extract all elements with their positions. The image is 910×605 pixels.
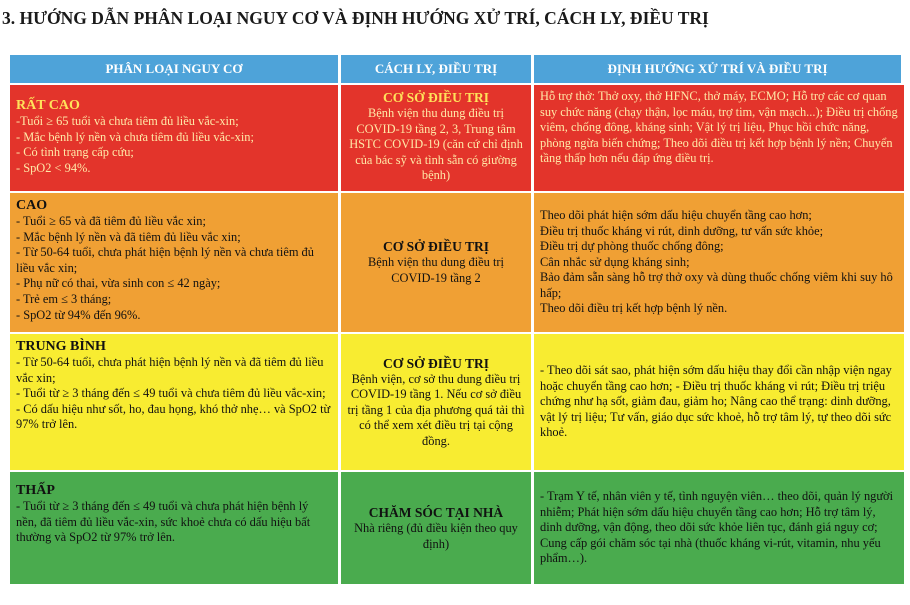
facility-text: Bệnh viện thu dung điều trị COVID-19 tầng 2, 3, Trung tâm HSTC COVID-19 (căn cứ chỉ định của bác sỹ và tình sẵn có giường bệnh) <box>349 106 523 183</box>
criteria-line: - Có tình trạng cấp cứu; <box>16 145 134 160</box>
header-isolation-treatment: CÁCH LY, ĐIỀU TRỊ <box>341 55 534 83</box>
page-title: 3. HƯỚNG DẪN PHÂN LOẠI NGUY CƠ VÀ ĐỊNH HƯỚNG XỬ TRÍ, CÁCH LY, ĐIỀU TRỊ <box>2 8 709 28</box>
treatment-line: Điều trị dự phòng thuốc chống đông; <box>540 239 724 254</box>
treatment-line: Theo dõi phát hiện sớm dấu hiệu chuyển tầng cao hơn; <box>540 207 812 222</box>
facility-text: Nhà riêng (đủ điều kiện theo quy định) <box>354 520 518 551</box>
facility-very-high <box>341 85 534 191</box>
criteria-high <box>10 193 341 332</box>
treatment-high <box>534 193 904 332</box>
criteria-low <box>10 472 341 584</box>
level-title: TRUNG BÌNH <box>16 339 106 354</box>
treatment-medium <box>534 334 904 470</box>
facility-medium <box>341 334 534 470</box>
criteria-line: - SpO2 từ 94% đến 96%. <box>16 307 141 322</box>
criteria-line: - Có dấu hiệu như sốt, ho, đau họng, khó thở nhẹ… và SpO2 từ 97% trở lên. <box>16 401 331 432</box>
criteria-line: - Mắc bệnh lý nền và đã tiêm đủ liều vắc xin; <box>16 229 241 244</box>
facility-title: CƠ SỞ ĐIỀU TRỊ <box>383 239 489 255</box>
treatment-very-high: Hỗ trợ thở: Thở oxy, thở HFNC, thở máy, ECMO; Hỗ trợ các cơ quan suy chức năng (chạy thận, lọc máu, trợ tim, vận mạch...); Điều trị chống viêm, chống đông, kháng sinh; Vật lý trị liệu, Phục hồi chức năng, phòng ngừa biến chứng; Theo dõi điều trị kết hợp bệnh lý nền; Chuyển tầng thấp hơn nếu đáp ứng điều trị. <box>534 85 904 191</box>
facility-low <box>341 472 534 584</box>
facility-title: CƠ SỞ ĐIỀU TRỊ <box>383 355 489 371</box>
treatment-line: Điều trị thuốc kháng vi rút, dinh dưỡng, tư vấn sức khỏe; <box>540 223 824 238</box>
facility-text: Bệnh viện, cơ sở thu dung điều trị COVID-19 tầng 1. Nếu cơ sở điều trị tầng 1 của địa phương quá tải thì có thể xem xét điều trị tại cộng đồng. <box>347 371 525 448</box>
level-title: CAO <box>16 198 48 213</box>
criteria-line: - Từ 50-64 tuổi, chưa phát hiện bệnh lý nền và chưa tiêm đủ liều vắc xin; <box>16 245 314 275</box>
criteria-line: - Tuổi từ ≥ 3 tháng đến ≤ 49 tuổi và chưa tiêm đủ liều vắc-xin; <box>16 386 326 401</box>
criteria-line: - Tuổi từ ≥ 3 tháng đến ≤ 49 tuổi và chưa phát hiện bệnh lý nền, đã tiêm đủ liều vắc-xin, sức khoẻ chưa có dấu hiệu bất thường và SpO2 từ 97% trở lên. <box>16 499 311 545</box>
treatment-low <box>534 472 904 584</box>
criteria-line: - Trẻ em ≤ 3 tháng; <box>16 291 112 306</box>
header-risk-classification: PHÂN LOẠI NGUY CƠ <box>10 55 341 83</box>
treatment-line: Theo dõi điều trị kết hợp bệnh lý nền. <box>540 301 728 316</box>
facility-text: Bệnh viện thu dung điều trị COVID-19 tầng 2 <box>368 255 504 285</box>
criteria-line: - Từ 50-64 tuổi, chưa phát hiện bệnh lý nền và đã tiêm đủ liều vắc xin; <box>16 355 324 385</box>
criteria-line: - Mắc bệnh lý nền và chưa tiêm đủ liều vắc-xin; <box>16 129 254 144</box>
facility-title: CƠ SỞ ĐIỀU TRỊ <box>383 90 489 105</box>
criteria-very-high <box>10 85 341 191</box>
facility-title: CHĂM SÓC TẠI NHÀ <box>368 504 504 520</box>
level-title: RẤT CAO <box>16 98 80 113</box>
criteria-line: - Phụ nữ có thai, vừa sinh con ≤ 42 ngày; <box>16 276 221 291</box>
criteria-medium <box>10 334 341 470</box>
criteria-line: -Tuổi ≥ 65 tuổi và chưa tiêm đủ liều vắc-xin; <box>16 114 239 128</box>
treatment-text: - Theo dõi sát sao, phát hiện sớm dấu hiệu thay đổi cần nhập viện ngay hoặc chuyển tầng cao hơn; - Điều trị thuốc kháng vi rút; Điều trị triệu chứng như hạ sốt, giảm đau, giảm ho; Nâng cao thể trạng: dinh dưỡng, vật lý trị liệu; Tư vấn, giáo dục sức khoẻ, hỗ trợ tâm lý, tự theo dõi sức khoẻ. <box>540 363 892 440</box>
treatment-text: - Trạm Y tế, nhân viên y tế, tình nguyện viên… theo dõi, quản lý người nhiễm; Phát hiện sớm dấu hiệu chuyển tầng cao hơn; Hỗ trợ tâm lý, dinh dưỡng, vận động, theo dõi sức khỏe liên tục, đánh giá nguy cơ; Cung cấp gói chăm sóc tại nhà (thuốc kháng vi-rút, vitamin, nhu yếu phẩm…). <box>540 489 894 566</box>
risk-table <box>10 55 904 584</box>
treatment-line: Bảo đảm sẵn sàng hỗ trợ thở oxy và dùng thuốc chống viêm khi suy hô hấp; <box>540 270 893 300</box>
criteria-line: - Tuổi ≥ 65 và đã tiêm đủ liều vắc xin; <box>16 214 206 228</box>
criteria-line: - SpO2 < 94%. <box>16 160 91 175</box>
level-title: THẤP <box>16 483 55 498</box>
header-management-direction: ĐỊNH HƯỚNG XỬ TRÍ VÀ ĐIỀU TRỊ <box>534 55 904 83</box>
treatment-line: Cân nhắc sử dụng kháng sinh; <box>540 254 690 269</box>
facility-high <box>341 193 534 332</box>
